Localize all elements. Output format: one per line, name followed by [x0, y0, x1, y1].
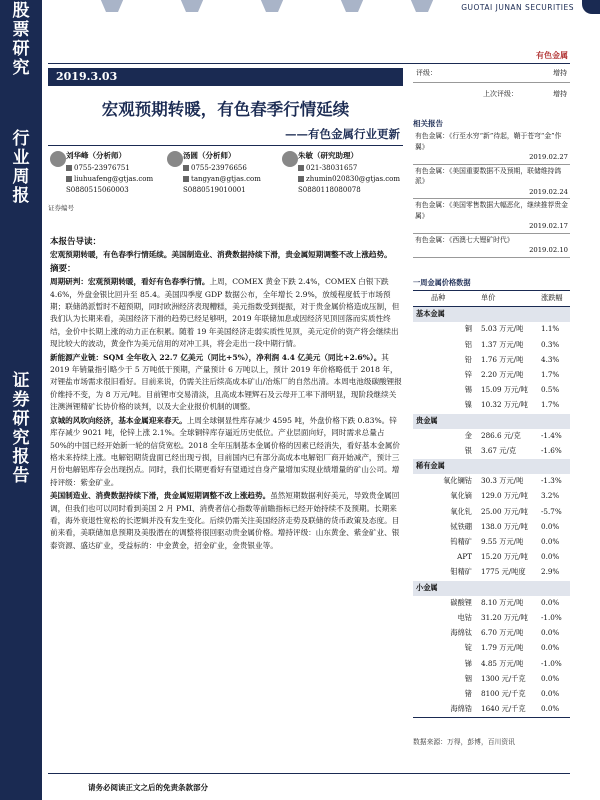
table-cell: 锑 [464, 658, 472, 668]
cert-label: 证券编号 [48, 204, 74, 212]
avatar [50, 151, 66, 167]
author-cert: S0880519010001 [183, 186, 246, 194]
table-cell: 2.20 万元/吨 [481, 369, 524, 379]
table-row [413, 550, 570, 565]
summary-paragraph [50, 352, 402, 414]
table-row [413, 338, 570, 353]
column-header: 品种 [431, 293, 446, 302]
column-header: 单价 [481, 293, 496, 302]
guide-text: 宏观预期转暖，有色春季行情延续。美国制造业、消费数据持续下滑，贵金属短期调整不改上涨趋势。 [50, 250, 392, 260]
table-row [413, 611, 570, 626]
author-name: 刘华峰（分析师） [66, 151, 126, 160]
related-date: 2019.02.27 [529, 153, 568, 161]
table-row [413, 383, 570, 398]
table-cell: 30.3 万元/吨 [481, 476, 524, 486]
related-title: 有色金属：《美国零售数据大幅恶化，继续推荐贵金属》 [415, 201, 568, 220]
table-cell: 0.0% [541, 537, 560, 546]
table-cell: 碳酸锂 [450, 597, 472, 607]
author-name: 汤圆（分析师） [183, 151, 236, 160]
related-date: 2019.02.10 [529, 246, 568, 254]
author-name: 朱敏（研究助理） [298, 151, 358, 160]
table-cell: 锌 [464, 369, 472, 379]
related-date: 2019.02.17 [529, 222, 568, 230]
diamond-icon [180, 0, 204, 12]
table-cell: 镍 [464, 400, 472, 410]
author-phone: 0755-23976656 [191, 164, 247, 172]
list-item[interactable] [413, 130, 570, 165]
list-item[interactable] [413, 234, 570, 258]
table-cell: 0.0% [541, 704, 560, 714]
table-cell: 1.7% [541, 400, 560, 410]
table-row [413, 353, 570, 368]
table-cell: 5.03 万元/吨 [481, 324, 524, 334]
group-name: 稀有金属 [416, 461, 445, 471]
sidebar-label-research: 股票研究 [12, 1, 30, 78]
table-cell: 8.10 万元/吨 [481, 597, 524, 607]
list-item[interactable] [413, 199, 570, 234]
table-cell: 铜 [464, 324, 472, 334]
summary-paragraph [50, 276, 402, 350]
table-cell: 4.3% [541, 354, 560, 364]
sidebar-label-report: 证券研究报告 [12, 371, 30, 486]
avatar [282, 151, 298, 167]
table-cell: 铟 [464, 673, 472, 683]
table-cell: 钨精矿 [450, 537, 472, 546]
phone-icon [298, 165, 304, 171]
table-cell: 海绵钛 [450, 628, 472, 638]
author-email[interactable]: liuhuafeng@gtjas.com [74, 175, 154, 183]
table-row [413, 702, 570, 717]
table-cell: 电钴 [457, 612, 472, 622]
table-cell: 1.37 万元/吨 [481, 339, 524, 349]
paragraph-lead: 京城的风吹向经济，基本金属迎来春天。 [50, 415, 187, 425]
paragraph-text: 上周全球铜显性库存减少 4595 吨，外盘价格下跌 0.83%。锌库存减少 9021 吨，伦锌上涨 2.1%。全球铜锌库存逼近历史低位。产业层面向好，同时需求总量占 50%的中国已经开始新一轮的信贷宽松。2018 全年压制基本金属价格的因素已经消失，看好基本金属价格未来持续上涨。电解铝期货盘面已经出现亏损，目前国内已有部分高成本电解铝厂商开始减产，预计三月份电解铝库存会出现拐点。同时，我们长期更看好有望通过自身产量增加实现业绩增量的矿山公司。增持评级：紫金矿业。 [50, 415, 400, 487]
prev-rating-value: 增持 [553, 90, 567, 98]
list-item[interactable] [413, 165, 570, 200]
table-cell: 0.3% [541, 339, 560, 349]
table-row [413, 368, 570, 383]
table-cell: 0.0% [541, 628, 560, 638]
table-cell: 8100 元/千克 [481, 688, 526, 698]
email-icon [183, 176, 189, 182]
group-name: 小金属 [416, 582, 438, 592]
paragraph-lead: 周期研判：宏观预期转暖，看好有色春季行情。 [50, 277, 210, 287]
table-bottom-border [413, 717, 570, 718]
table-cell: 286.6 元/克 [481, 430, 521, 440]
table-cell: 0.0% [541, 552, 560, 562]
table-cell: 1775 元/吨度 [481, 567, 526, 577]
report-date: 2019.3.03 [56, 70, 118, 83]
table-cell: 海绵锆 [450, 704, 472, 714]
table-cell: 1.76 万元/吨 [481, 354, 524, 364]
table-cell: 1.79 万元/吨 [481, 643, 524, 653]
table-cell: 锗 [464, 688, 472, 698]
table-cell: 15.20 万元/吨 [481, 552, 528, 562]
table-cell: 138.0 万元/吨 [481, 521, 528, 531]
table-cell: 钼精矿 [450, 567, 472, 577]
table-row [413, 535, 570, 550]
table-cell: 金 [464, 430, 472, 440]
related-title: 有色金属：《行至水穷“新”待起，鞘于苍穹“金”作翼》 [415, 132, 562, 151]
table-cell: -1.4% [541, 430, 562, 440]
footer-divider [48, 773, 570, 774]
table-cell: -1.3% [541, 476, 562, 486]
table-cell: 0.0% [541, 597, 560, 607]
summary-paragraph [50, 415, 402, 489]
table-cell: 3.67 元/克 [481, 445, 517, 455]
table-cell: 10.32 万元/吨 [481, 400, 528, 410]
summary-heading: 摘要： [50, 263, 76, 274]
table-row [413, 489, 570, 504]
related-list [413, 130, 570, 258]
table-header-row [413, 290, 570, 307]
diamond-icon [410, 0, 434, 12]
table-cell: 25.00 万元/吨 [481, 506, 528, 516]
table-cell: 锭 [464, 643, 472, 653]
footer-disclaimer: 请务必阅读正文之后的免责条款部分 [88, 783, 208, 792]
table-cell: 1.7% [541, 369, 560, 379]
author-cert: S0880118080078 [298, 186, 361, 194]
column-header: 涨跌幅 [541, 293, 563, 302]
table-cell: 2.9% [541, 567, 560, 577]
author-email[interactable]: zhumin020830@gtjas.com [306, 175, 401, 183]
table-cell: -1.0% [541, 658, 562, 668]
table-row [413, 596, 570, 611]
table-group-row [413, 307, 570, 322]
brand-logo [440, 0, 600, 18]
related-heading: 相关报告 [413, 119, 443, 128]
table-row [413, 474, 570, 489]
email-icon [66, 176, 72, 182]
group-name: 基本金属 [416, 309, 445, 319]
report-title: 宏观预期转暖，有色春季行情延续 [101, 100, 350, 119]
table-cell: 氧化钆 [450, 506, 472, 516]
table-cell: 0.0% [541, 688, 560, 698]
author-block [48, 145, 403, 232]
author-cert: S0880515060003 [66, 186, 129, 194]
guide-heading: 本报告导读： [50, 237, 102, 247]
table-cell: 0.0% [541, 521, 560, 531]
table-cell: 铅 [464, 354, 472, 364]
author-email[interactable]: tangyan@gtjas.com [191, 175, 261, 183]
paragraph-lead: 美国制造业、消费数据持续下滑，贵金属短期调整不改上涨趋势。 [50, 491, 271, 501]
table-row [413, 429, 570, 444]
related-date: 2019.02.24 [529, 187, 568, 196]
table-row [413, 444, 570, 459]
author-phone: 0755-23976751 [74, 164, 130, 172]
paragraph-text: 上周，COMEX 黄金下跌 2.4%，COMEX 白银下跌 4.6%，外盘金银比回升至 85.4。美国四季度 GDP 数据公布，全年增长 2.9%，放缓程度低于市场预期；联储鸽派暂时不超预期，同时欧洲经济表现糟糕，美元指数受到提振，对于贵金属价格造成压制，但我们认为长期来看，美国经济下滑的趋势已经足够明，2019 年联储加息或因经济见顶回落而实质性终结，金价中长期上涨的动力正在积累。随着 19 年美国经济走弱实质性见顶，美元定价的资产将会继续出现比较大的波动，黄金作为美元信用的对冲工具，将会走出一段中期行情。 [50, 277, 400, 349]
table-cell: 1640 元/千克 [481, 704, 526, 714]
summary-paragraph [50, 490, 402, 552]
table-row [413, 657, 570, 672]
paragraph-text: 其 2019 年销量指引略少于 5 万吨低于预期，产量预计 6 万吨以上，预计 2019 年价格略低于 2018 年，对锂盐市场需求很旧看好。目前来说，仍需关注后续高成本矿山/冶炼厂的自然出清。本周电池级碳酸锂报价维持不变，为 8 万元/吨。目前锂市交易清淡，且高成本锂辉石及云母开工率下滑明显，现阶段继续关注澳洲锂精矿长协价格的谈判，以及大企业报价机制的调整。 [50, 352, 402, 412]
table-row [413, 505, 570, 520]
header-diamond-strip [60, 0, 440, 14]
table-cell: 9.55 万元/吨 [481, 537, 524, 546]
diamond-icon [340, 0, 364, 12]
group-name: 贵金属 [416, 415, 438, 425]
phone-icon [66, 165, 72, 171]
table-cell: 1300 元/千克 [481, 673, 526, 683]
table-cell: 15.09 万元/吨 [481, 385, 528, 395]
table-cell: 氧化镝 [450, 491, 472, 501]
table-cell: 铽铁硼 [450, 521, 472, 531]
sidebar-label-weekly: 行业周报 [12, 129, 30, 206]
table-cell: 6.70 万元/吨 [481, 628, 524, 638]
diamond-icon [260, 0, 284, 12]
table-cell: 氧化镧钴 [443, 476, 472, 486]
rating-label: 评级： [416, 69, 437, 77]
report-subtitle: ——有色金属行业更新 [285, 127, 400, 141]
table-group-row [413, 581, 570, 596]
table-cell: 0.0% [541, 673, 560, 683]
price-table-title: 一周金属价格数据 [413, 278, 471, 287]
table-row [413, 641, 570, 656]
table-cell: 银 [464, 445, 472, 455]
table-cell: 129.0 万元/吨 [481, 491, 528, 501]
table-group-row [413, 414, 570, 429]
price-table [413, 290, 570, 718]
author-phone: 021-38031657 [306, 164, 358, 172]
table-cell: -1.6% [541, 445, 562, 455]
sector-tag: 有色金属 [536, 50, 568, 60]
diamond-icon [100, 0, 124, 12]
email-icon [298, 176, 304, 182]
table-row [413, 322, 570, 337]
rating-box [413, 68, 570, 103]
date-bar [48, 68, 403, 86]
sidebar-band [0, 0, 42, 800]
paragraph-text: 虽然短期数据利好美元，导致贵金属回调，但我们也可以同时看到美国 2 月 PMI、消费者信心指数等前瞻指标已经开始持续不及预期。长期来看，海外衰退性宽松的长逻辑并没有发生变化。后续仍需关注美国经济走势及联储的货币政策及态度。目前来看，美联储加息预期及美股潜在的调整将很回驱动贵金属价格。增持评级：山东黄金、紫金矿业、银泰资源、盛达矿业，受益标的：中金黄金，招金矿业，金贵银业等。 [50, 491, 400, 550]
table-cell: 0.5% [541, 385, 560, 395]
table-cell: 1.1% [541, 324, 560, 334]
report-body [50, 236, 402, 553]
avatar [167, 151, 183, 167]
prev-rating-label: 上次评级： [483, 90, 518, 98]
table-cell: -1.0% [541, 612, 562, 622]
table-cell: -5.7% [541, 506, 562, 516]
brand-name-en: GUOTAI JUNAN SECURITIES [461, 3, 574, 12]
phone-icon [183, 165, 189, 171]
related-title: 有色金属：《西澳七大锂矿时代》 [415, 235, 514, 244]
table-cell: 4.85 万元/吨 [481, 658, 524, 668]
table-row [413, 687, 570, 702]
paragraph-lead: 新能源产业链：SQM 全年收入 22.7 亿美元（同比+5%），净利润 4.4 亿美元（同比+2.6%）。 [50, 352, 382, 362]
table-row [413, 672, 570, 687]
table-cell: 铝 [464, 339, 472, 349]
rating-value: 增持 [553, 69, 567, 77]
header-divider [48, 63, 570, 64]
data-source: 数据来源：万得，彭博，百川资讯 [413, 738, 515, 746]
table-cell: APT [457, 552, 472, 562]
table-cell: 锡 [464, 385, 472, 395]
table-cell: 3.2% [541, 491, 560, 501]
table-row [413, 626, 570, 641]
table-cell: 0.0% [541, 643, 560, 653]
table-cell: 31.20 万元/吨 [481, 612, 528, 622]
table-group-row [413, 459, 570, 474]
brand-mark-icon [582, 0, 600, 14]
author-card [298, 146, 418, 196]
table-row [413, 398, 570, 413]
table-row [413, 565, 570, 580]
table-row [413, 520, 570, 535]
related-title: 有色金属：《美国重要数据不及预期，联储维持鸽派》 [415, 166, 562, 185]
